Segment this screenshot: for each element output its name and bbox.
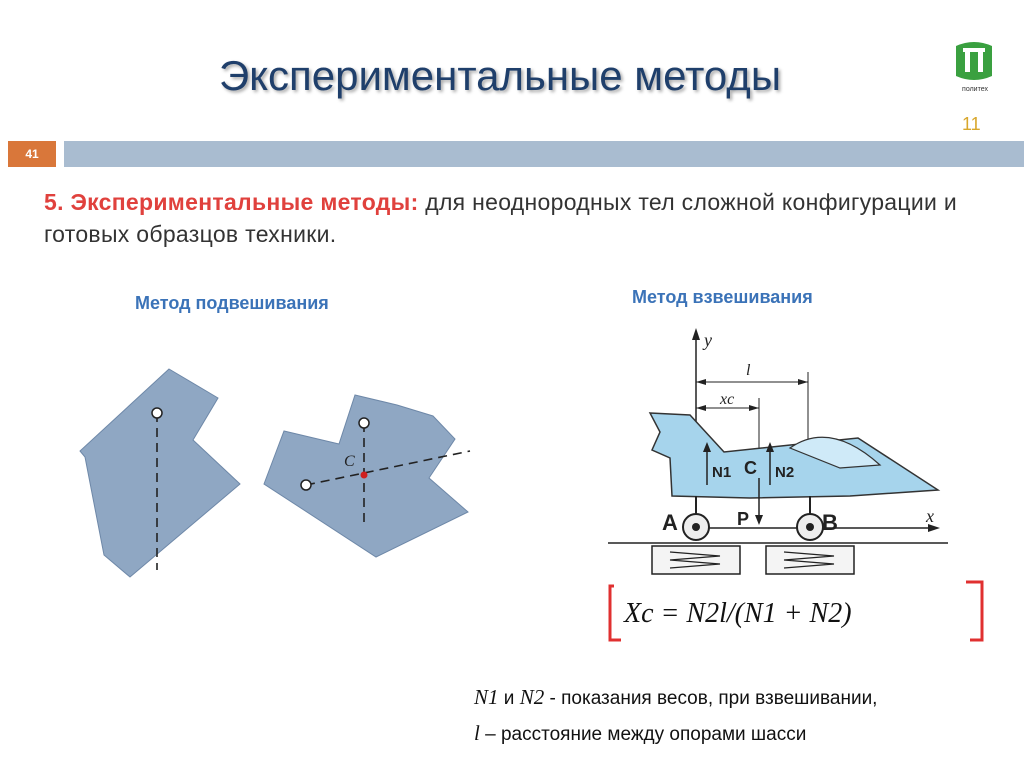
n1-symbol: N1 xyxy=(474,685,499,709)
center-of-mass-point xyxy=(361,472,368,479)
note-line2-text: – расстояние между опорами шасси xyxy=(485,724,807,745)
heading-label: 5. Экспериментальные методы: xyxy=(44,189,419,215)
divider-bar xyxy=(64,141,1024,167)
y-axis-arrow xyxy=(692,328,700,340)
label-c: C xyxy=(744,458,757,478)
scale-a xyxy=(652,546,740,574)
center-label-c: C xyxy=(344,453,355,470)
left-panel-title: Метод подвешивания xyxy=(135,293,329,313)
section-heading xyxy=(44,186,1004,250)
page-counter: 41 xyxy=(8,141,56,167)
label-n1: N1 xyxy=(712,464,732,481)
note-line1-text: - показания весов, при взвешивании, xyxy=(549,688,878,709)
center-of-mass-formula: Xc = N2l/(N1 + N2) xyxy=(624,598,852,629)
dimension-l-label: l xyxy=(746,362,751,379)
n2-symbol: N2 xyxy=(519,685,545,709)
l-symbol: l xyxy=(474,721,480,745)
body-shape-1 xyxy=(80,369,240,577)
suspension-diagram xyxy=(70,360,490,590)
note-line-2 xyxy=(474,716,877,752)
weighing-diagram xyxy=(600,320,960,585)
suspension-point-2 xyxy=(359,418,369,428)
note-and: и xyxy=(503,688,515,709)
note-line-1 xyxy=(474,680,877,716)
heading-text: для неоднородных тел сложной конфигурации и готовых образцов техники. xyxy=(44,189,957,247)
dimension-xc-label: xc xyxy=(720,391,735,408)
slide-number: 11 xyxy=(962,114,981,134)
y-axis-label: y xyxy=(704,330,712,350)
aircraft-body xyxy=(650,413,938,498)
label-p: P xyxy=(737,509,750,529)
x-axis-label: x xyxy=(926,506,934,526)
label-a: A xyxy=(662,510,678,535)
scale-b xyxy=(766,546,854,574)
suspension-point-3 xyxy=(301,480,311,490)
logo-caption: политех xyxy=(962,86,988,93)
label-b: B xyxy=(822,510,838,535)
suspension-point-1 xyxy=(152,408,162,418)
right-panel-title: Метод взвешивания xyxy=(632,287,813,307)
slide-title: Экспериментальные методы xyxy=(218,52,782,99)
label-n2: N2 xyxy=(775,464,795,481)
explanation-note xyxy=(474,680,877,752)
